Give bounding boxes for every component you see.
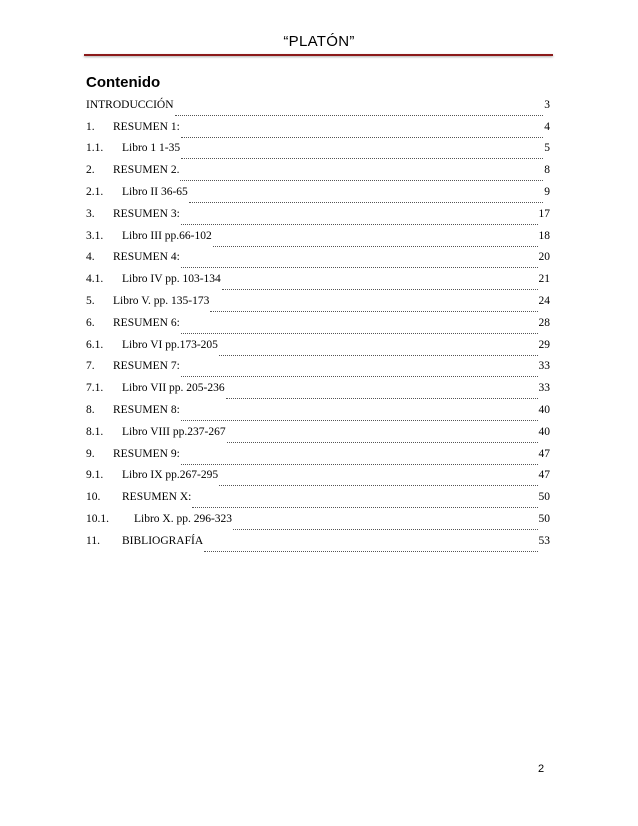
- toc-entry[interactable]: [86, 443, 550, 465]
- toc-entry[interactable]: [86, 203, 550, 225]
- toc-entry-page: 18: [538, 229, 550, 242]
- toc-entry[interactable]: [86, 268, 550, 290]
- toc-entry-number: 1.: [86, 120, 95, 133]
- toc-entry[interactable]: [86, 421, 550, 443]
- toc-entry-title: INTRODUCCIÓN: [86, 98, 174, 111]
- toc-entry-title: RESUMEN 9:: [113, 447, 180, 460]
- toc-entry-number: 6.1.: [86, 338, 104, 351]
- toc-entry-page: 50: [538, 491, 550, 504]
- toc-entry-page: 24: [538, 295, 550, 308]
- toc-dot-leader: [222, 282, 538, 290]
- toc-entry-number: 10.1.: [86, 513, 109, 526]
- toc-entry-page: 29: [538, 338, 550, 351]
- toc-entry-number: 6.: [86, 316, 95, 329]
- toc-entry-title: Libro VII pp. 205-236: [122, 382, 225, 395]
- toc-entry-page: 47: [538, 469, 550, 482]
- toc-entry-number: 10.: [86, 491, 101, 504]
- table-of-contents: [86, 94, 550, 552]
- toc-entry-page: 5: [544, 142, 550, 155]
- toc-entry-title: Libro X. pp. 296-323: [134, 513, 233, 526]
- toc-dot-leader: [181, 413, 538, 421]
- page-number: 2: [538, 763, 545, 775]
- toc-entry-title: RESUMEN 8:: [113, 404, 180, 417]
- toc-dot-leader: [181, 217, 538, 225]
- toc-entry-title: RESUMEN 4:: [113, 251, 180, 264]
- toc-entry-title: RESUMEN 7:: [113, 360, 180, 373]
- toc-entry[interactable]: [86, 530, 550, 552]
- toc-entry-title: RESUMEN 6:: [113, 316, 180, 329]
- toc-entry-number: 8.1.: [86, 425, 104, 438]
- toc-entry[interactable]: [86, 465, 550, 487]
- toc-entry[interactable]: [86, 508, 550, 530]
- toc-entry-page: 9: [544, 186, 550, 199]
- toc-entry-number: 9.: [86, 447, 95, 460]
- toc-entry[interactable]: [86, 486, 550, 508]
- toc-entry-page: 50: [538, 513, 550, 526]
- toc-entry-number: 4.: [86, 251, 95, 264]
- toc-dot-leader: [227, 435, 538, 443]
- toc-dot-leader: [181, 457, 538, 465]
- toc-entry-title: Libro VIII pp.237-267: [122, 425, 226, 438]
- toc-entry-title: Libro 1 1-35: [122, 142, 181, 155]
- toc-entry-page: 47: [538, 447, 550, 460]
- toc-entry-title: BIBLIOGRAFÍA: [122, 534, 204, 547]
- header-divider: [84, 54, 553, 56]
- document-header-title: “PLATÓN”: [283, 33, 355, 50]
- toc-dot-leader: [181, 260, 538, 268]
- toc-entry-number: 1.1.: [86, 142, 104, 155]
- toc-entry-page: 33: [538, 360, 550, 373]
- toc-entry-title: Libro II 36-65: [122, 186, 188, 199]
- toc-entry-number: 2.1.: [86, 186, 104, 199]
- toc-entry-title: Libro VI pp.173-205: [122, 338, 218, 351]
- toc-entry-page: 8: [544, 164, 550, 177]
- toc-entry[interactable]: [86, 290, 550, 312]
- toc-heading: Contenido: [86, 74, 161, 91]
- toc-entry[interactable]: [86, 334, 550, 356]
- toc-entry[interactable]: [86, 247, 550, 269]
- toc-dot-leader: [181, 130, 543, 138]
- toc-dot-leader: [181, 151, 543, 159]
- toc-dot-leader: [192, 500, 537, 508]
- toc-entry-title: RESUMEN 2.: [113, 164, 180, 177]
- toc-entry-page: 40: [538, 404, 550, 417]
- toc-entry-title: Libro IV pp. 103-134: [122, 273, 221, 286]
- toc-entry[interactable]: [86, 159, 550, 181]
- toc-entry-number: 3.1.: [86, 229, 104, 242]
- toc-entry-number: 7.1.: [86, 382, 104, 395]
- toc-entry[interactable]: [86, 116, 550, 138]
- toc-entry-title: Libro V. pp. 135-173: [113, 295, 210, 308]
- toc-entry-number: 2.: [86, 164, 95, 177]
- toc-dot-leader: [219, 348, 538, 356]
- toc-entry[interactable]: [86, 138, 550, 160]
- toc-entry-title: Libro III pp.66-102: [122, 229, 212, 242]
- toc-entry-number: 11.: [86, 534, 100, 547]
- toc-entry[interactable]: [86, 225, 550, 247]
- toc-entry[interactable]: [86, 399, 550, 421]
- toc-dot-leader: [204, 544, 537, 552]
- toc-entry-page: 21: [538, 273, 550, 286]
- toc-dot-leader: [210, 304, 537, 312]
- toc-entry-number: 7.: [86, 360, 95, 373]
- toc-entry-page: 17: [538, 207, 550, 220]
- toc-dot-leader: [181, 326, 538, 334]
- toc-entry-title: RESUMEN 3:: [113, 207, 180, 220]
- toc-entry-title: Libro IX pp.267-295: [122, 469, 219, 482]
- toc-entry-page: 28: [538, 316, 550, 329]
- toc-entry-title: RESUMEN 1:: [113, 120, 180, 133]
- toc-entry-page: 20: [538, 251, 550, 264]
- toc-dot-leader: [180, 173, 543, 181]
- toc-entry-number: 9.1.: [86, 469, 104, 482]
- toc-dot-leader: [189, 195, 543, 203]
- toc-dot-leader: [233, 522, 537, 530]
- toc-entry[interactable]: [86, 181, 550, 203]
- toc-dot-leader: [181, 369, 538, 377]
- toc-entry-number: 4.1.: [86, 273, 104, 286]
- toc-dot-leader: [219, 478, 537, 486]
- toc-entry[interactable]: [86, 377, 550, 399]
- toc-entry-page: 3: [544, 98, 550, 111]
- toc-entry[interactable]: [86, 312, 550, 334]
- toc-entry[interactable]: [86, 356, 550, 378]
- toc-entry-number: 8.: [86, 404, 95, 417]
- toc-entry-number: 5.: [86, 295, 95, 308]
- toc-dot-leader: [175, 108, 544, 116]
- toc-dot-leader: [213, 239, 538, 247]
- toc-entry-page: 53: [538, 534, 550, 547]
- toc-entry-page: 40: [538, 425, 550, 438]
- toc-entry-number: 3.: [86, 207, 95, 220]
- toc-entry-page: 33: [538, 382, 550, 395]
- toc-entry[interactable]: [86, 94, 550, 116]
- toc-entry-page: 4: [544, 120, 550, 133]
- toc-dot-leader: [226, 391, 538, 399]
- toc-entry-title: RESUMEN X:: [122, 491, 192, 504]
